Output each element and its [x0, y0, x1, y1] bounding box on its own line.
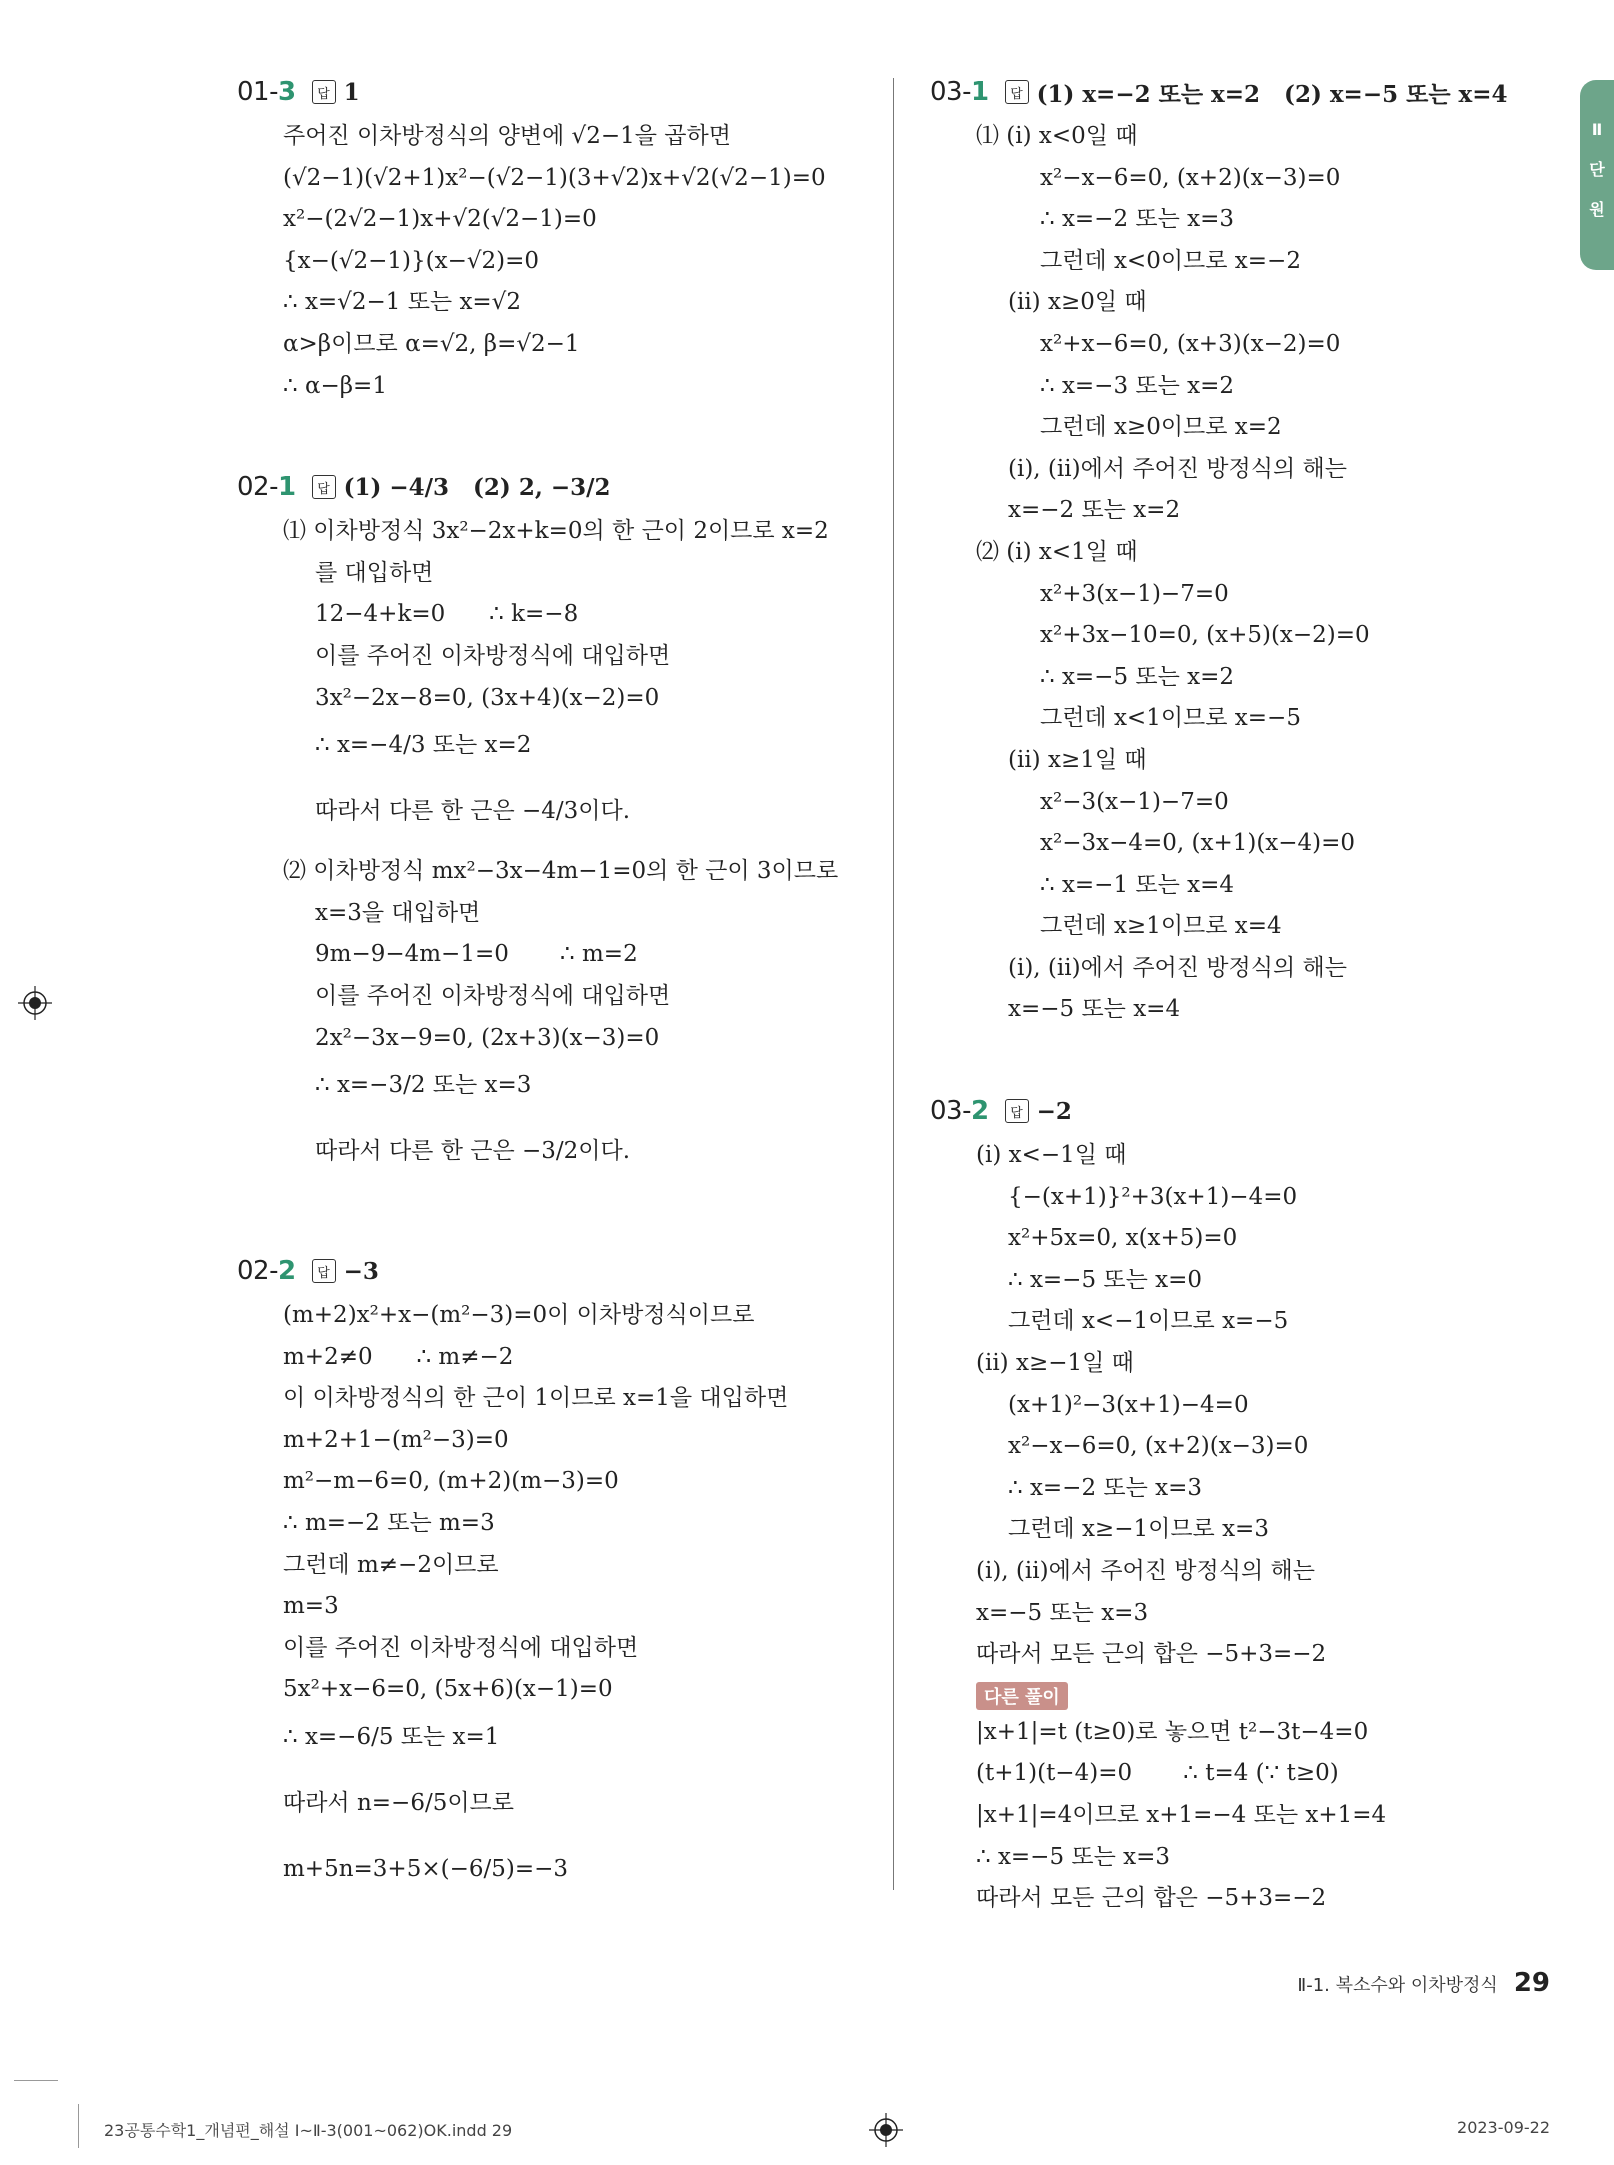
solution-line: 이 이차방정식의 한 근이 1이므로 x=1을 대입하면 [283, 1385, 789, 1412]
chapter-side-tab [1580, 80, 1614, 270]
solution-line: m+5n=3+5×(−6/5)=−3 [283, 1856, 569, 1883]
solution-line: 그런데 m≠−2이므로 [283, 1551, 499, 1578]
solution-line: 12−4+k=0 ∴ k=−8 [315, 601, 579, 628]
solution-line: ∴ m=−2 또는 m=3 [283, 1510, 495, 1537]
solution-line: x²−(2√2−1)x+√2(√2−1)=0 [283, 206, 597, 233]
solution-line: (t+1)(t−4)=0 ∴ t=4 (∵ t≥0) [976, 1760, 1339, 1787]
solution-line: ∴ x=√2−1 또는 x=√2 [283, 289, 521, 316]
crop-mark-line [78, 2104, 79, 2148]
solution-line: x²−x−6=0, (x+2)(x−3)=0 [1040, 164, 1341, 191]
solution-line: (√2−1)(√2+1)x²−(√2−1)(3+√2)x+√2(√2−1)=0 [283, 164, 826, 191]
answer: (1) −4/3 (2) 2, −3/2 [343, 473, 611, 501]
solution-line: x²+3(x−1)−7=0 [1040, 580, 1229, 607]
column-divider [893, 78, 894, 1890]
answer: (1) x=−2 또는 x=2 (2) x=−5 또는 x=4 [1036, 80, 1508, 108]
solution-line: (ii) x≥0일 때 [1008, 289, 1147, 316]
solution-line: {−(x+1)}²+3(x+1)−4=0 [1008, 1183, 1298, 1210]
problem-header [930, 1089, 1550, 1133]
solution-line: x²+3x−10=0, (x+5)(x−2)=0 [1040, 622, 1370, 649]
side-tab-text: Ⅱ 단원 [1589, 120, 1605, 219]
solution-line: 그런데 x<1이므로 x=−5 [1040, 705, 1301, 732]
page-number: 29 [1513, 1968, 1550, 1998]
solution-line: ∴ α−β=1 [283, 372, 387, 399]
problem-01-3 [237, 70, 877, 407]
solution-line: ∴ x=−3/2 또는 x=3 [315, 1072, 532, 1099]
solution-line: 이를 주어진 이차방정식에 대입하면 [315, 982, 671, 1009]
problem-03-1 [930, 70, 1550, 1031]
solution-line: 이를 주어진 이차방정식에 대입하면 [283, 1634, 639, 1661]
solution-line: 5x²+x−6=0, (5x+6)(x−1)=0 [283, 1676, 613, 1703]
solution-line: 주어진 이차방정식의 양변에 √2−1을 곱하면 [283, 123, 731, 149]
solution-line: (ii) x≥−1일 때 [976, 1350, 1134, 1377]
answer-mark: 답 [1005, 80, 1029, 104]
solution-line: 9m−9−4m−1=0 ∴ m=2 [315, 941, 638, 968]
solution-line: 따라서 n=−6/5이므로 [283, 1790, 514, 1817]
solution-line: ∴ x=−5 또는 x=2 [1040, 663, 1235, 690]
problem-header [237, 1249, 877, 1293]
solution-line: (m+2)x²+x−(m²−3)=0이 이차방정식이므로 [283, 1302, 755, 1329]
solution-line: 그런데 x≥0이므로 x=2 [1040, 414, 1282, 441]
solution-line: α>β이므로 α=√2, β=√2−1 [283, 330, 580, 357]
solution-line: ∴ x=−2 또는 x=3 [1008, 1474, 1203, 1501]
solution-line: 를 대입하면 [315, 559, 434, 586]
problem-02-1 [237, 465, 877, 1191]
solution-line: ⑴ (i) x<0일 때 [976, 123, 1138, 149]
problem-03-2 [930, 1089, 1550, 1920]
left-column [237, 70, 877, 1967]
answer: 1 [343, 78, 360, 106]
solution-line: (i) x<−1일 때 [976, 1142, 1127, 1169]
solution-line: x=−5 또는 x=3 [976, 1599, 1149, 1626]
solution-line: m=3 [283, 1593, 339, 1620]
alternative-solution-badge: 다른 풀이 [976, 1682, 1068, 1710]
answer-mark: 답 [312, 80, 336, 104]
right-column [930, 70, 1550, 1978]
solution-line: 이를 주어진 이차방정식에 대입하면 [315, 642, 671, 669]
registration-mark-icon [18, 986, 52, 1020]
answer-mark: 답 [1005, 1099, 1029, 1123]
crop-mark-line [14, 2080, 58, 2081]
solution-line: 따라서 모든 근의 합은 −5+3=−2 [976, 1885, 1327, 1912]
solution-line: ∴ x=−3 또는 x=2 [1040, 372, 1235, 399]
solution-line: 그런데 x≥−1이므로 x=3 [1008, 1516, 1269, 1543]
solution-line: x²−3x−4=0, (x+1)(x−4)=0 [1040, 830, 1356, 857]
solution-line: ∴ x=−5 또는 x=3 [976, 1843, 1171, 1870]
solution-line: ⑴ 이차방정식 3x²−2x+k=0의 한 근이 2이므로 x=2 [283, 518, 829, 545]
solution-line: x²−3(x−1)−7=0 [1040, 788, 1229, 815]
solution-line: |x+1|=4이므로 x+1=−4 또는 x+1=4 [976, 1801, 1387, 1828]
problem-number: 02-1 [237, 472, 296, 503]
solution-line: m+2+1−(m²−3)=0 [283, 1426, 509, 1453]
registration-mark-icon [869, 2113, 903, 2147]
solution-line: 그런데 x<−1이므로 x=−5 [1008, 1308, 1289, 1335]
solution-line: m+2≠0 ∴ m≠−2 [283, 1343, 514, 1370]
solution-line: {x−(√2−1)}(x−√2)=0 [283, 247, 540, 274]
answer: −2 [1036, 1097, 1072, 1125]
solution-line: x²−x−6=0, (x+2)(x−3)=0 [1008, 1433, 1309, 1460]
solution-line: 2x²−3x−9=0, (2x+3)(x−3)=0 [315, 1024, 660, 1051]
solution-line: ⑵ 이차방정식 mx²−3x−4m−1=0의 한 근이 3이므로 [283, 858, 839, 885]
answer-mark: 답 [312, 1259, 336, 1283]
solution-line: ∴ x=−4/3 또는 x=2 [315, 732, 532, 759]
solution-line: 그런데 x<0이므로 x=−2 [1040, 247, 1301, 274]
solution-line: x=3을 대입하면 [315, 899, 481, 926]
problem-number: 01-3 [237, 77, 296, 107]
solution-line: 따라서 모든 근의 합은 −5+3=−2 [976, 1641, 1327, 1668]
print-date: 2023-09-22 [1457, 2118, 1550, 2137]
solution-line: 따라서 다른 한 근은 −4/3이다. [315, 798, 631, 825]
solution-line: |x+1|=t (t≥0)로 놓으면 t²−3t−4=0 [976, 1718, 1369, 1745]
solution-line: ∴ x=−6/5 또는 x=1 [283, 1724, 500, 1751]
solution-line: x²+x−6=0, (x+3)(x−2)=0 [1040, 330, 1341, 357]
chapter-label: Ⅱ-1. 복소수와 이차방정식 [1297, 1975, 1498, 1996]
solution-line: ∴ x=−1 또는 x=4 [1040, 871, 1235, 898]
solution-line: 3x²−2x−8=0, (3x+4)(x−2)=0 [315, 684, 660, 711]
solution-line: x²+5x=0, x(x+5)=0 [1008, 1225, 1238, 1252]
solution-line: ∴ x=−5 또는 x=0 [1008, 1266, 1203, 1293]
answer: −3 [343, 1257, 379, 1285]
solution-line: (i), (ii)에서 주어진 방정식의 해는 [1008, 954, 1347, 981]
problem-header [237, 465, 877, 509]
solution-line: ∴ x=−2 또는 x=3 [1040, 206, 1235, 233]
problem-number: 02-2 [237, 1256, 296, 1287]
solution-line: x=−2 또는 x=2 [1008, 497, 1181, 524]
problem-number: 03-1 [930, 77, 989, 107]
solution-line: (i), (ii)에서 주어진 방정식의 해는 [1008, 455, 1347, 482]
solution-line: (x+1)²−3(x+1)−4=0 [1008, 1391, 1249, 1418]
page-footer [1297, 1968, 1550, 1998]
solution-line: (i), (ii)에서 주어진 방정식의 해는 [976, 1558, 1315, 1584]
solution-line: (ii) x≥1일 때 [1008, 746, 1147, 773]
solution-line: x=−5 또는 x=4 [1008, 996, 1181, 1023]
solution-line: ⑵ (i) x<1일 때 [976, 538, 1138, 565]
print-file-name: 23공통수학1_개념편_해설 Ⅰ~Ⅱ-3(001~062)OK.indd 29 [104, 2121, 513, 2140]
problem-header [237, 70, 877, 114]
problem-header [930, 70, 1550, 114]
solution-line: m²−m−6=0, (m+2)(m−3)=0 [283, 1468, 619, 1495]
solution-line: 따라서 다른 한 근은 −3/2이다. [315, 1138, 631, 1165]
problem-02-2 [237, 1249, 877, 1909]
problem-number: 03-2 [930, 1096, 989, 1127]
solution-line: 그런데 x≥1이므로 x=4 [1040, 913, 1282, 940]
answer-mark: 답 [312, 475, 336, 499]
